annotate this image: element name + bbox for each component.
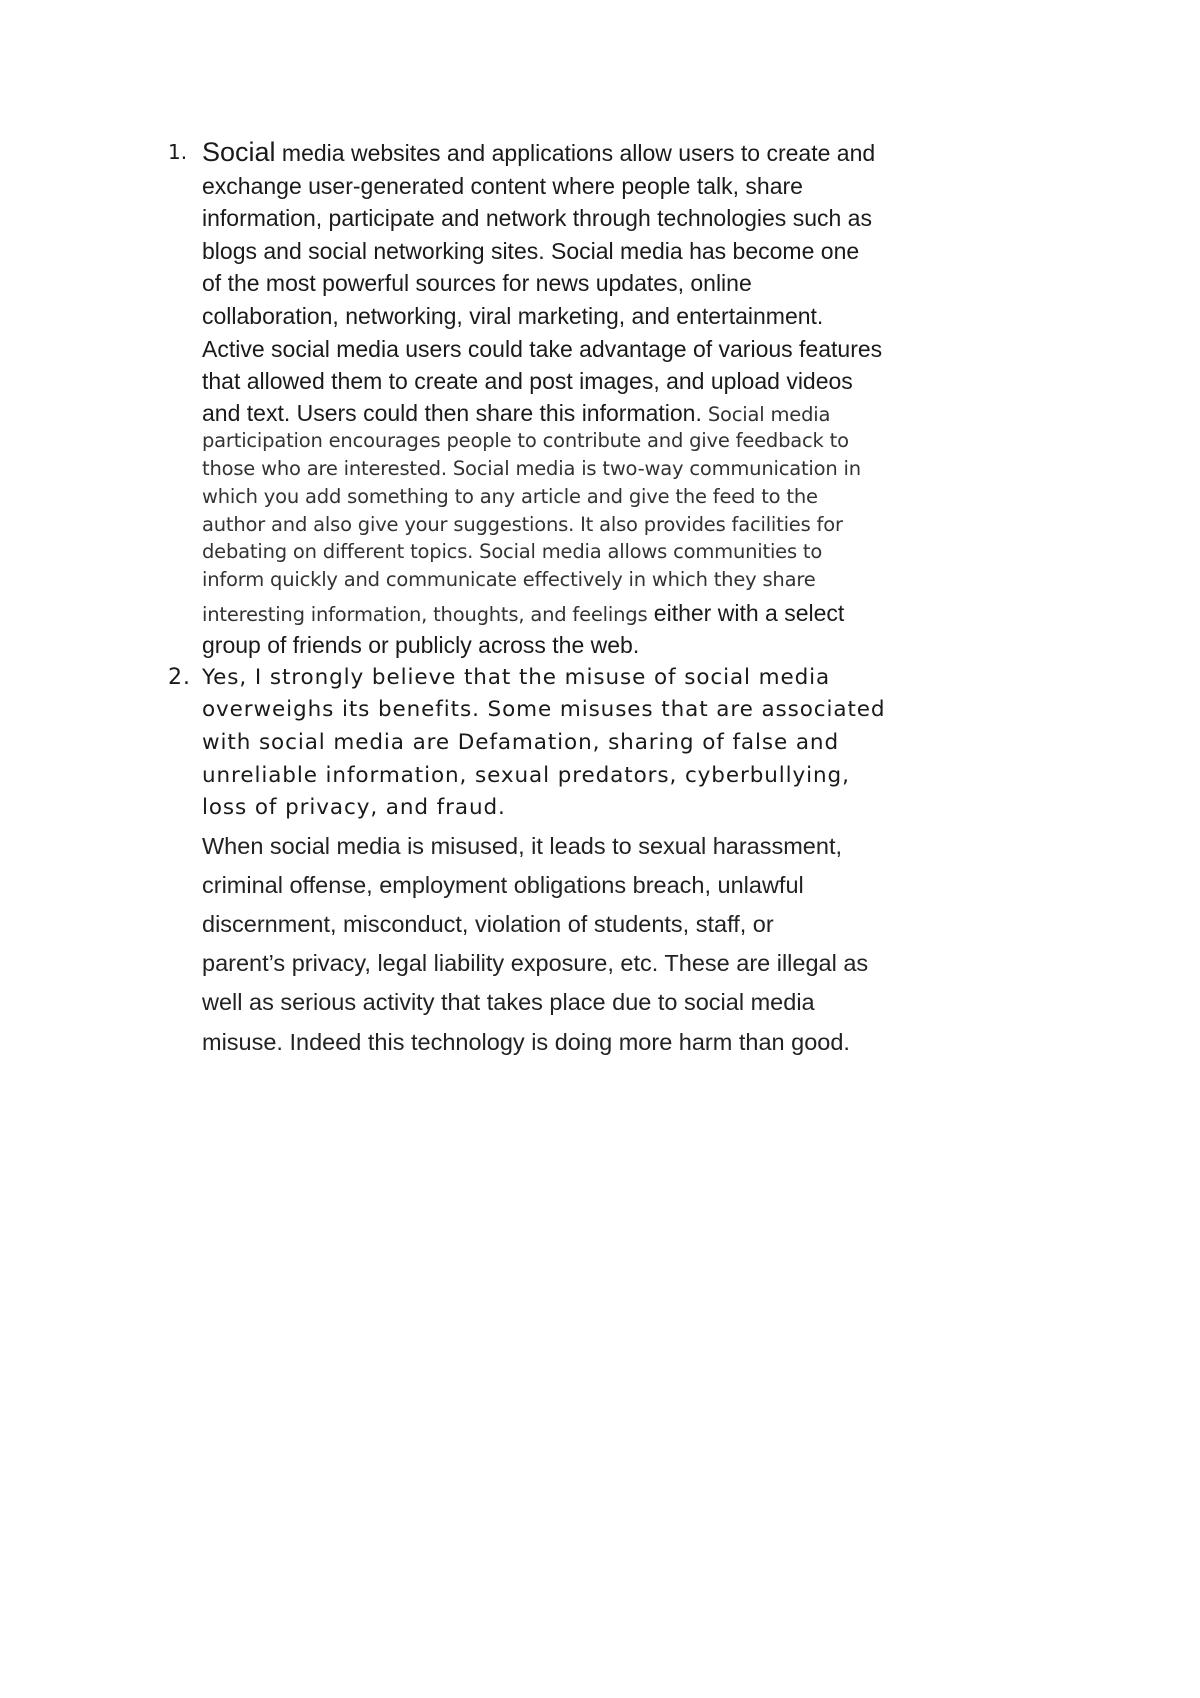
paragraph-line — [202, 765, 850, 787]
paragraph-line — [202, 835, 842, 859]
text-run: loss of privacy, and fraud. — [202, 795, 506, 820]
text-run: with social media are Defamation, sharing of false and — [202, 730, 839, 755]
text-run: unreliable information, sexual predators, cyberbullying, — [202, 763, 850, 788]
paragraph-line — [202, 699, 885, 721]
paragraph-line — [202, 175, 803, 198]
list-number: 1. — [168, 140, 188, 164]
text-run: debating on different topics. Social media allows communities to — [202, 540, 823, 563]
paragraph-line — [202, 542, 822, 562]
text-run: interesting information, thoughts, and feelings — [202, 603, 648, 626]
text-run: criminal offense, employment obligations breach, unlawful — [202, 872, 804, 898]
text-run: author and also give your suggestions. It also provides facilities for — [202, 513, 843, 536]
text-run: which you add something to any article and give the feed to the — [202, 485, 818, 508]
text-run: discernment, misconduct, violation of students, staff, or — [202, 911, 774, 937]
text-run: information, participate and network through technologies such as — [202, 205, 872, 231]
paragraph-line — [202, 570, 816, 590]
text-run: exchange user-generated content where people talk, share — [202, 173, 803, 199]
list-number: 2. — [168, 665, 191, 690]
text-run: and text. Users could then share this information. — [202, 400, 702, 426]
paragraph-line — [202, 240, 859, 263]
paragraph-line — [202, 952, 868, 976]
paragraph-line — [202, 431, 849, 451]
text-run: media websites and applications allow users to create and — [275, 140, 876, 166]
text-run: group of friends or publicly across the web. — [202, 632, 640, 658]
paragraph-line — [202, 338, 882, 361]
paragraph-line — [202, 991, 815, 1015]
paragraph-line — [202, 515, 843, 535]
text-run: of the most powerful sources for news updates, online — [202, 270, 752, 296]
text-run: When social media is misused, it leads to sexual harassment, — [202, 833, 843, 859]
paragraph-line — [202, 913, 774, 937]
paragraph-line — [202, 732, 839, 754]
paragraph-line — [202, 1031, 850, 1055]
text-run: that allowed them to create and post images, and upload videos — [202, 368, 853, 394]
paragraph-line — [202, 459, 861, 479]
paragraph-line — [202, 402, 830, 425]
paragraph-line — [202, 207, 872, 230]
paragraph-line — [202, 602, 844, 625]
text-run: well as serious activity that takes place due to social media — [202, 989, 815, 1015]
text-run: collaboration, networking, viral marketing, and entertainment. — [202, 303, 824, 329]
text-run: Social — [202, 137, 276, 167]
text-run: inform quickly and communicate effectively in which they share — [202, 568, 816, 591]
paragraph-line — [202, 305, 823, 328]
text-run: either with a select — [647, 600, 845, 626]
text-run: those who are interested. Social media is two-way communication in — [202, 457, 861, 480]
text-run: Social media — [701, 403, 831, 426]
text-run: Yes, I strongly believe that the misuse of social media — [202, 665, 831, 690]
text-run: Active social media users could take advantage of various features — [202, 336, 883, 362]
text-run: overweighs its benefits. Some misuses that are associated — [202, 697, 886, 722]
text-run: parent’s privacy, legal liability exposure, etc. These are illegal as — [202, 950, 869, 976]
text-run: misuse. Indeed this technology is doing more harm than good. — [202, 1029, 850, 1055]
paragraph-line — [202, 667, 830, 689]
paragraph-line — [202, 370, 853, 393]
paragraph-line — [202, 272, 752, 295]
paragraph-line — [202, 487, 818, 507]
paragraph-line — [202, 634, 639, 657]
text-run: blogs and social networking sites. Social media has become one — [202, 238, 860, 264]
paragraph-line — [202, 797, 506, 819]
text-run: participation encourages people to contribute and give feedback to — [202, 429, 849, 452]
paragraph-line — [202, 874, 804, 898]
paragraph-line — [202, 139, 875, 166]
